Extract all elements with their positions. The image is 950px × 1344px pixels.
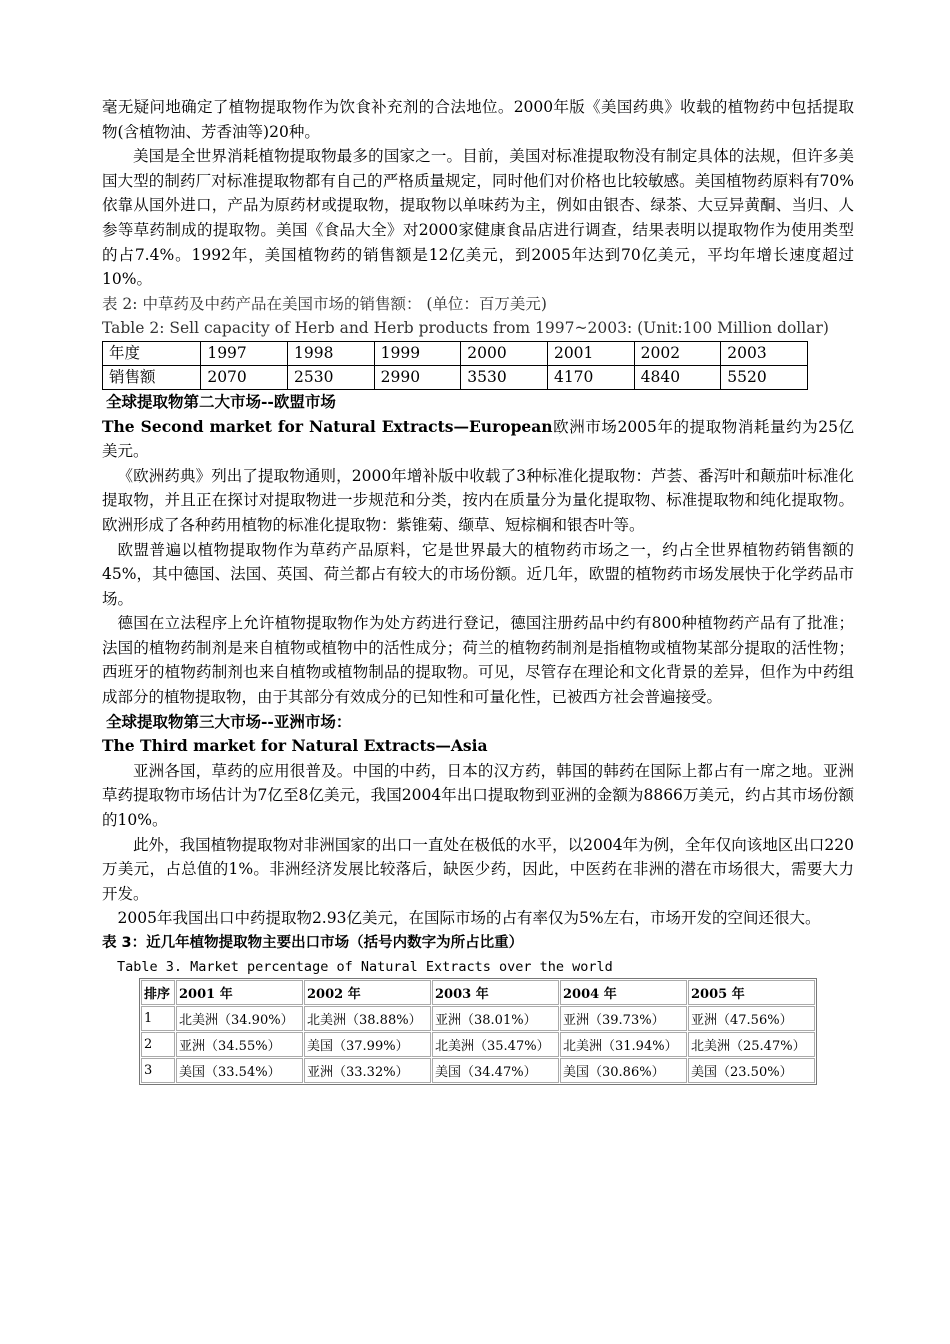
table-cell: 北美洲（38.88%） xyxy=(304,1006,431,1031)
table-cell: 3 xyxy=(141,1058,175,1083)
table-row xyxy=(141,1058,815,1083)
table-header-cell: 排序 xyxy=(141,980,175,1005)
table-cell: 2000 xyxy=(461,341,548,365)
table-cell: 2002 xyxy=(634,341,721,365)
section-heading-cn: 全球提取物第三大市场--亚洲市场： xyxy=(106,711,352,731)
table-cell: 年度 xyxy=(103,341,201,365)
table-header-row xyxy=(141,980,815,1005)
table-cell: 4170 xyxy=(547,365,634,389)
table-header-cell: 2004 年 xyxy=(560,980,687,1005)
paragraph: 德国在立法程序上允许植物提取物作为处方药进行登记，德国注册药品中约有800种植物药产品有了批准；法国的植物药制剂是来自植物或植物中的活性成分；荷兰的植物药制剂是指植物或植物某部分提取的活性物；西班牙的植物药制剂也来自植物或植物制品的提取物。可见，尽管存在理论和文化背景的差异，但作为中药组成部分的植物提取物，由于其部分有效成分的已知性和可量化性，已被西方社会普遍接受。 xyxy=(102,614,854,707)
table-cell: 北美洲（25.47%） xyxy=(688,1032,815,1057)
table-cell: 5520 xyxy=(721,365,808,389)
table-header-cell: 2005 年 xyxy=(688,980,815,1005)
table-row xyxy=(141,1032,815,1057)
table-cell: 4840 xyxy=(634,365,721,389)
table-cell: 销售额 xyxy=(103,365,201,389)
table-header-cell: 2003 年 xyxy=(432,980,559,1005)
table-cell: 北美洲（35.47%） xyxy=(432,1032,559,1057)
table-row xyxy=(141,1006,815,1031)
table-cell: 2070 xyxy=(201,365,288,389)
table-cell: 2001 xyxy=(547,341,634,365)
table-cell: 3530 xyxy=(461,365,548,389)
table-cell: 1997 xyxy=(201,341,288,365)
table-cell: 2990 xyxy=(374,365,461,389)
paragraph xyxy=(102,415,854,464)
table-cell: 1998 xyxy=(287,341,374,365)
table-cell: 2 xyxy=(141,1032,175,1057)
paragraph: 此外，我国植物提取物对非洲国家的出口一直处在极低的水平，以2004年为例，全年仅向该地区出口220万美元，占总值的1%。非洲经济发展比较落后，缺医少药，因此，中医药在非洲的潜在市场很大，需要大力开发。 xyxy=(102,835,854,903)
table-cell: 亚洲（47.56%） xyxy=(688,1006,815,1031)
table-cell: 亚洲（38.01%） xyxy=(432,1006,559,1031)
export-market-table xyxy=(139,978,817,1085)
table-cell: 美国（33.54%） xyxy=(176,1058,303,1083)
table-row xyxy=(103,341,808,365)
table-cell: 美国（30.86%） xyxy=(560,1058,687,1083)
table2-caption-cn: 表 2: 中草药及中药产品在美国市场的销售额： (单位：百万美元) xyxy=(102,294,547,313)
section-heading-en: The Second market for Natural Extracts—European xyxy=(102,416,553,436)
table-cell: 北美洲（31.94%） xyxy=(560,1032,687,1057)
table-cell: 亚洲（39.73%） xyxy=(560,1006,687,1031)
table-cell: 2003 xyxy=(721,341,808,365)
table2-caption-en: Table 2: Sell capacity of Herb and Herb products from 1997~2003: (Unit:100 Million dollar) xyxy=(102,319,829,338)
document-page xyxy=(102,95,854,1085)
table3-caption-en: Table 3. Market percentage of Natural Extracts over the world xyxy=(117,958,613,975)
paragraph: 毫无疑问地确定了植物提取物作为饮食补充剂的合法地位。2000年版《美国药典》收载的植物药中包括提取物(含植物油、芳香油等)20种。 xyxy=(102,98,854,141)
table-cell: 美国（37.99%） xyxy=(304,1032,431,1057)
table-cell: 1 xyxy=(141,1006,175,1031)
table-cell: 北美洲（34.90%） xyxy=(176,1006,303,1031)
table-header-cell: 2001 年 xyxy=(176,980,303,1005)
paragraph: 2005年我国出口中药提取物2.93亿美元，在国际市场的占有率仅为5%左右，市场开发的空间还很大。 xyxy=(117,909,821,928)
paragraph: 《欧洲药典》列出了提取物通则，2000年增补版中收载了3种标准化提取物：芦荟、番泻叶和颠茄叶标准化提取物，并且正在探讨对提取物进一步规范和分类，按内在质量分为量化提取物、标准提取物和纯化提取物。欧洲形成了各种药用植物的标准化提取物：紫锥菊、缬草、短棕榈和银杏叶等。 xyxy=(102,466,854,534)
paragraph: 亚洲各国，草药的应用很普及。中国的中药，日本的汉方药，韩国的韩药在国际上都占有一席之地。亚洲草药提取物市场估计为7亿至8亿美元，我国2004年出口提取物到亚洲的金额为8866万美元，约占其市场份额的10%。 xyxy=(102,761,854,830)
paragraph: 美国是全世界消耗植物提取物最多的国家之一。目前，美国对标准提取物没有制定具体的法规，但许多美国大型的制药厂对标准提取物都有自己的严格质量规定，同时他们对价格也比较敏感。美国植物药原料有70%依靠从国外进口，产品为原药材或提取物，提取物以单味药为主，例如由银杏、绿茶、大豆异黄酮、当归、人参等草药制成的提取物。美国《食品大全》对2000家健康食品店进行调查，结果表明以提取物作为使用类型的占7.4%。1992年，美国植物药的销售额是12亿美元，到2005年达到70亿美元，平均年增长速度超过10%。 xyxy=(102,147,854,289)
table-cell: 2530 xyxy=(287,365,374,389)
table-row xyxy=(103,365,808,389)
sales-table xyxy=(102,341,808,390)
table-header-cell: 2002 年 xyxy=(304,980,431,1005)
section-heading-cn: 全球提取物第二大市场--欧盟市场 xyxy=(106,391,336,411)
table-cell: 亚洲（34.55%） xyxy=(176,1032,303,1057)
table3-caption-cn: 表 3：近几年植物提取物主要出口市场（括号内数字为所占比重） xyxy=(102,935,524,951)
paragraph-text: 欧洲市场2005年的提取物消耗量约为25亿美元。 xyxy=(102,417,855,461)
table-cell: 1999 xyxy=(374,341,461,365)
table-cell: 亚洲（33.32%） xyxy=(304,1058,431,1083)
section-heading-en: The Third market for Natural Extracts—Asia xyxy=(102,736,488,756)
paragraph: 欧盟普遍以植物提取物作为草药产品原料，它是世界最大的植物药市场之一，约占全世界植物药销售额的45%，其中德国、法国、英国、荷兰都占有较大的市场份额。近几年，欧盟的植物药市场发展快于化学药品市场。 xyxy=(102,540,854,608)
table-cell: 美国（23.50%） xyxy=(688,1058,815,1083)
table-cell: 美国（34.47%） xyxy=(432,1058,559,1083)
